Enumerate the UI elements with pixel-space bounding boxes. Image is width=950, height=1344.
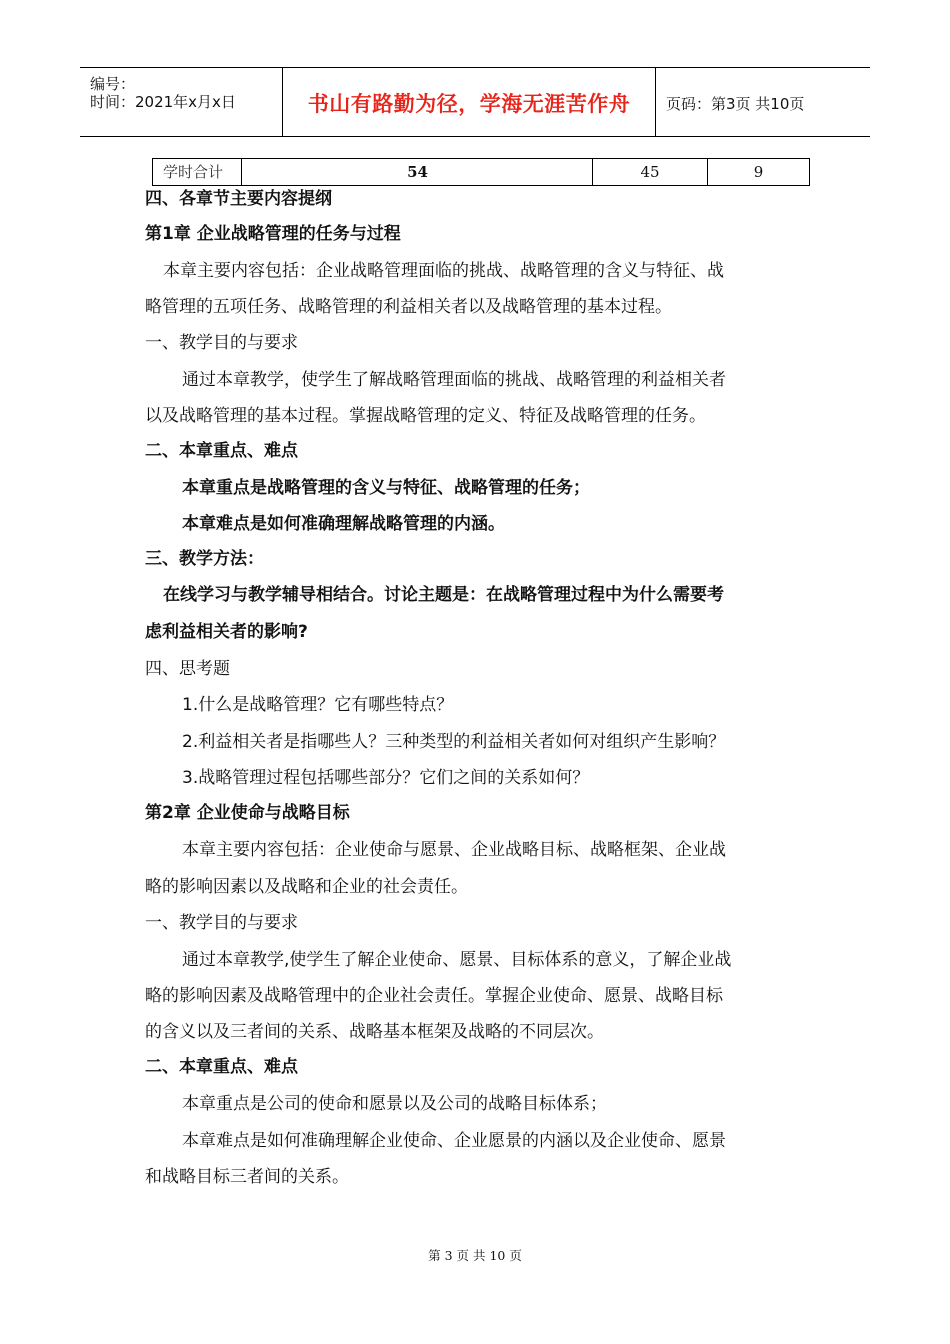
chapter-title: 第1章 企业战略管理的任务与过程: [145, 224, 401, 244]
table-cell: 54: [243, 159, 593, 185]
paragraph-line: 本章主要内容包括：企业战略管理面临的挑战、战略管理的含义与特征、战: [163, 261, 724, 281]
paragraph-line: 以及战略管理的基本过程。掌握战略管理的定义、特征及战略管理的任务。: [145, 406, 706, 426]
paragraph-line: 和战略目标三者间的关系。: [145, 1167, 349, 1187]
header-page-cell: [656, 68, 870, 136]
paragraph-line: 的含义以及三者间的关系、战略基本框架及战略的不同层次。: [145, 1022, 604, 1042]
subsection-heading: 一、教学目的与要求: [145, 913, 298, 933]
page-label: 页码：第3页 共10页: [666, 95, 805, 113]
paragraph-line: 在线学习与教学辅导相结合。讨论主题是：在战略管理过程中为什么需要考: [163, 585, 724, 605]
list-item: 3.战略管理过程包括哪些部分？它们之间的关系如何？: [182, 768, 590, 788]
list-item: 2.利益相关者是指哪些人？三种类型的利益相关者如何对组织产生影响？: [182, 732, 726, 752]
number-label: 编号：: [90, 75, 136, 93]
paragraph-line: 略的影响因素以及战略和企业的社会责任。: [145, 877, 468, 897]
table-row: [152, 158, 810, 186]
paragraph-line: 本章重点是公司的使命和愿景以及公司的战略目标体系；: [182, 1094, 607, 1114]
time-label: 时间：2021年x月x日: [90, 93, 236, 111]
table-cell: 学时合计: [153, 159, 242, 185]
paragraph-line: 虑利益相关者的影响?: [145, 622, 308, 642]
page-footer: 第 3 页 共 10 页: [428, 1248, 522, 1263]
header-meta-cell: [80, 68, 283, 136]
table-cell: 9: [753, 163, 764, 181]
table-cell: 45: [593, 159, 708, 185]
paragraph-line: 通过本章教学，使学生了解战略管理面临的挑战、战略管理的利益相关者: [182, 370, 726, 390]
paragraph-line: 略管理的五项任务、战略管理的利益相关者以及战略管理的基本过程。: [145, 297, 672, 317]
subsection-heading: 二、本章重点、难点: [145, 1057, 298, 1077]
paragraph-line: 本章重点是战略管理的含义与特征、战略管理的任务；: [182, 478, 590, 498]
paragraph-line: 通过本章教学,使学生了解企业使命、愿景、目标体系的意义，了解企业战: [182, 950, 732, 970]
paragraph-line: 略的影响因素及战略管理中的企业社会责任。掌握企业使命、愿景、战略目标: [145, 986, 723, 1006]
paragraph-line: 本章难点是如何准确理解战略管理的内涵。: [182, 514, 505, 534]
paragraph-line: 本章主要内容包括：企业使命与愿景、企业战略目标、战略框架、企业战: [182, 840, 726, 860]
section-heading: 四、各章节主要内容提纲: [145, 189, 332, 209]
subsection-heading: 四、思考题: [145, 659, 230, 679]
page-header: [80, 67, 870, 137]
chapter-title: 第2章 企业使命与战略目标: [145, 803, 350, 823]
subsection-heading: 三、教学方法：: [145, 549, 264, 569]
subsection-heading: 一、教学目的与要求: [145, 333, 298, 353]
header-motto-cell: [283, 68, 656, 136]
list-item: 1.什么是战略管理？它有哪些特点？: [182, 695, 454, 715]
motto: 书山有路勤为径，学海无涯苦作舟: [307, 92, 631, 116]
subsection-heading: 二、本章重点、难点: [145, 441, 298, 461]
paragraph-line: 本章难点是如何准确理解企业使命、企业愿景的内涵以及企业使命、愿景: [182, 1131, 726, 1151]
